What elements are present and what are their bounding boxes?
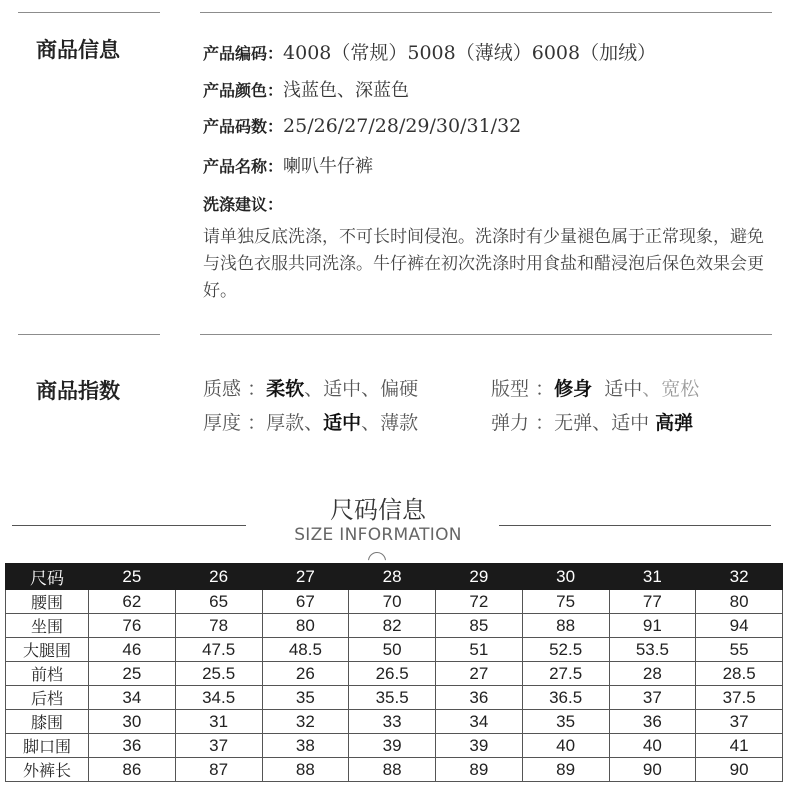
table-cell: 30 [89, 710, 176, 734]
table-cell: 37 [175, 734, 262, 758]
table-cell: 26 [262, 662, 349, 686]
table-cell: 36 [609, 710, 696, 734]
info-label: 产品名称 [203, 157, 268, 176]
table-cell: 77 [609, 590, 696, 614]
table-row-header: 脚口围 [6, 734, 89, 758]
info-sep: ： [267, 117, 284, 136]
size-section-subtitle: SIZE INFORMATION [294, 525, 462, 545]
table-cell: 39 [436, 734, 523, 758]
index-section-title: 商品指数 [36, 379, 120, 403]
index-option: 宽松 [661, 378, 700, 400]
table-cell: 33 [349, 710, 436, 734]
index-option-selected: 高弹 [655, 412, 694, 434]
table-cell: 39 [349, 734, 436, 758]
table-row [6, 638, 783, 662]
info-row-name [203, 152, 373, 178]
table-header-cell: 27 [262, 564, 349, 590]
table-row [6, 662, 783, 686]
index-option-sep: 、 [304, 412, 324, 434]
table-cell: 90 [609, 758, 696, 782]
table-cell: 34.5 [175, 686, 262, 710]
table-cell: 48.5 [262, 638, 349, 662]
table-cell: 41 [696, 734, 783, 758]
index-option-sep: 、 [592, 412, 612, 434]
index-label: 版型 [491, 378, 530, 400]
info-row-sizes [203, 114, 521, 137]
table-cell: 38 [262, 734, 349, 758]
table-cell: 70 [349, 590, 436, 614]
table-cell: 28 [609, 662, 696, 686]
info-label: 产品编码 [203, 44, 268, 63]
table-cell: 27.5 [522, 662, 609, 686]
table-header-cell: 25 [89, 564, 176, 590]
divider-size-left [12, 525, 246, 526]
table-cell: 80 [696, 590, 783, 614]
table-cell: 46 [89, 638, 176, 662]
index-option-sep: 、 [642, 378, 662, 400]
divider-info-right [200, 12, 772, 13]
index-option: 适中 [604, 378, 643, 400]
index-option: 无弹 [554, 412, 593, 434]
table-cell: 25 [89, 662, 176, 686]
index-option: 适中 [323, 378, 362, 400]
table-cell: 65 [175, 590, 262, 614]
index-option-sep: 、 [361, 378, 381, 400]
table-cell: 67 [262, 590, 349, 614]
table-cell: 47.5 [175, 638, 262, 662]
index-option: 偏硬 [380, 378, 419, 400]
table-cell: 27 [436, 662, 523, 686]
divider-index-right [200, 334, 772, 335]
table-cell: 35 [262, 686, 349, 710]
table-cell: 90 [696, 758, 783, 782]
table-cell: 78 [175, 614, 262, 638]
index-thickness [203, 408, 418, 435]
info-row-color [203, 76, 409, 102]
table-cell: 26.5 [349, 662, 436, 686]
table-cell: 40 [609, 734, 696, 758]
table-row-header: 外裤长 [6, 758, 89, 782]
index-option-sep: 、 [361, 412, 381, 434]
table-row-header: 前档 [6, 662, 89, 686]
info-value: 浅蓝色、深蓝色 [283, 80, 410, 101]
table-cell: 34 [89, 686, 176, 710]
table-row [6, 734, 783, 758]
table-cell: 37.5 [696, 686, 783, 710]
table-header-cell: 尺码 [6, 564, 89, 590]
table-row [6, 758, 783, 782]
table-cell: 32 [262, 710, 349, 734]
index-label: 质感 [203, 378, 242, 400]
index-option-selected: 适中 [323, 412, 362, 434]
table-row [6, 686, 783, 710]
info-label: 产品颜色 [203, 81, 268, 100]
info-value: 喇叭牛仔裤 [283, 156, 374, 177]
table-cell: 52.5 [522, 638, 609, 662]
info-label: 产品码数 [203, 117, 268, 136]
table-cell: 88 [522, 614, 609, 638]
index-option-sep: 、 [304, 378, 324, 400]
table-cell: 55 [696, 638, 783, 662]
index-option: 适中 [611, 412, 650, 434]
info-row-code [203, 38, 656, 65]
index-option-selected: 修身 [554, 378, 593, 400]
table-row-header: 腰围 [6, 590, 89, 614]
index-label: 厚度 [203, 412, 242, 434]
table-cell: 88 [262, 758, 349, 782]
table-cell: 75 [522, 590, 609, 614]
table-row-header: 膝围 [6, 710, 89, 734]
index-elasticity [491, 408, 693, 435]
table-header-cell: 31 [609, 564, 696, 590]
size-table [5, 563, 783, 782]
divider-size-right [499, 525, 771, 526]
index-sep: ： [535, 412, 555, 434]
size-table-header [6, 564, 783, 590]
table-cell: 89 [436, 758, 523, 782]
table-cell: 36 [89, 734, 176, 758]
table-row-header: 大腿围 [6, 638, 89, 662]
table-cell: 80 [262, 614, 349, 638]
table-row-header: 后档 [6, 686, 89, 710]
table-cell: 25.5 [175, 662, 262, 686]
index-option: 薄款 [380, 412, 419, 434]
index-sep: ： [247, 412, 267, 434]
info-section-title: 商品信息 [36, 38, 120, 62]
index-sep: ： [535, 378, 555, 400]
table-cell: 94 [696, 614, 783, 638]
index-label: 弹力 [491, 412, 530, 434]
table-header-cell: 28 [349, 564, 436, 590]
info-row-wash [203, 192, 283, 215]
info-value: 4008（常规）5008（薄绒）6008（加绒） [283, 42, 657, 64]
table-header-cell: 32 [696, 564, 783, 590]
table-cell: 76 [89, 614, 176, 638]
divider-info-left [18, 12, 160, 13]
index-fit [491, 374, 699, 401]
wash-sep: ： [267, 195, 284, 214]
wash-label: 洗涤建议 [203, 195, 268, 214]
table-cell: 36 [436, 686, 523, 710]
table-row [6, 710, 783, 734]
size-table-body [6, 590, 783, 782]
info-value: 25/26/27/28/29/30/31/32 [283, 115, 522, 137]
table-cell: 85 [436, 614, 523, 638]
table-cell: 40 [522, 734, 609, 758]
index-texture [203, 374, 418, 401]
table-cell: 28.5 [696, 662, 783, 686]
size-section-title: 尺码信息 [330, 496, 426, 524]
table-cell: 91 [609, 614, 696, 638]
info-sep: ： [267, 44, 284, 63]
table-cell: 82 [349, 614, 436, 638]
table-row [6, 590, 783, 614]
table-cell: 37 [696, 710, 783, 734]
index-option-selected: 柔软 [266, 378, 305, 400]
table-cell: 34 [436, 710, 523, 734]
table-cell: 35.5 [349, 686, 436, 710]
table-cell: 88 [349, 758, 436, 782]
table-cell: 31 [175, 710, 262, 734]
table-cell: 87 [175, 758, 262, 782]
wash-text: 请单独反底洗涤，不可长时间侵泡。洗涤时有少量褪色属于正常现象，避免与浅色衣服共同洗涤。牛仔裤在初次洗涤时用食盐和醋浸泡后保色效果会更好。 [203, 227, 764, 301]
table-cell: 86 [89, 758, 176, 782]
table-row-header: 坐围 [6, 614, 89, 638]
table-row [6, 614, 783, 638]
table-cell: 62 [89, 590, 176, 614]
table-header-cell: 29 [436, 564, 523, 590]
table-header-cell: 26 [175, 564, 262, 590]
table-cell: 35 [522, 710, 609, 734]
table-cell: 36.5 [522, 686, 609, 710]
table-cell: 72 [436, 590, 523, 614]
index-sep: ： [247, 378, 267, 400]
table-cell: 89 [522, 758, 609, 782]
table-cell: 50 [349, 638, 436, 662]
table-header-cell: 30 [522, 564, 609, 590]
table-cell: 37 [609, 686, 696, 710]
divider-index-left [18, 334, 160, 335]
table-cell: 51 [436, 638, 523, 662]
table-cell: 53.5 [609, 638, 696, 662]
info-sep: ： [267, 157, 284, 176]
info-sep: ： [267, 81, 284, 100]
index-option: 厚款 [266, 412, 305, 434]
